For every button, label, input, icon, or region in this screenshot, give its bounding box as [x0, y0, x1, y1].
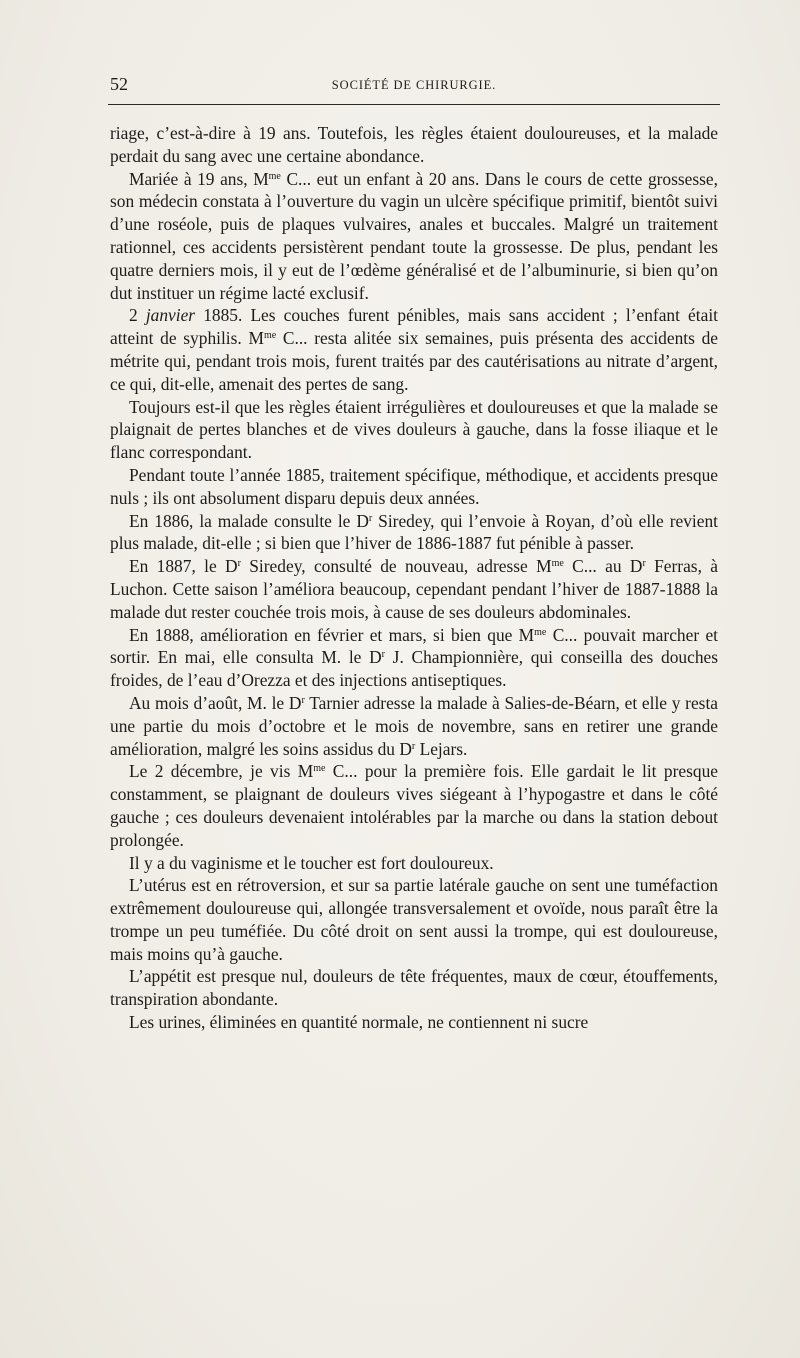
body-text	[110, 122, 718, 1034]
page-number: 52	[110, 74, 128, 94]
text-segment: Tarnier adresse la malade à Salies-de-Béarn, et elle y resta une partie du mois d’octobre et le mois de novembre, sans en retirer une grande amélioration, malgré les soins assidus du D	[110, 692, 718, 759]
text-segment: C... pouvait marcher et sortir. En mai, elle consulta M. le D	[110, 624, 718, 668]
superscript-abbrev: r	[642, 558, 646, 570]
text-segment: En 1888, amélioration en février et mars, si bien que M	[129, 624, 535, 645]
superscript-abbrev: me	[263, 330, 277, 342]
text-segment: Au mois d’août, M. le D	[129, 692, 302, 713]
paragraph	[110, 965, 718, 1011]
text-segment: 1885. Les couches furent pénibles, mais sans accident ; l’enfant était atteint de syphilis. M	[110, 305, 718, 349]
text-segment: Ferras, à Luchon. Cette saison l’améliora beaucoup, cependant pendant l’hiver de 1887-1888 la malade dut rester couchée trois mois, à cause de ses douleurs abdominales.	[110, 556, 718, 622]
text-segment: En 1886, la malade consulte le D	[129, 510, 369, 531]
superscript-abbrev: r	[381, 649, 385, 661]
text-segment: C... au D	[563, 556, 643, 577]
paragraph	[110, 874, 718, 965]
text-segment: 2	[129, 305, 146, 326]
text-segment: Siredey, consulté de nouveau, adresse M	[240, 556, 552, 577]
paragraph	[110, 510, 718, 556]
text-segment: C... resta alitée six semaines, puis présenta des accidents de métrite qui, pendant trois mois, furent traités par des cautérisations au nitrate d’argent, ce qui, dit-elle, amenait des pertes de sang.	[110, 328, 718, 394]
text-segment: riage, c’est-à-dire à 19 ans. Toutefois, les règles étaient douloureuses, et la malade perdait du sang avec une certaine abondance.	[110, 123, 718, 166]
text-segment: L’appétit est presque nul, douleurs de tête fréquentes, maux de cœur, étouffements, transpiration abondante.	[110, 966, 718, 1010]
paragraph	[110, 624, 718, 692]
paragraph	[110, 692, 718, 760]
italic-text: janvier	[145, 305, 196, 326]
text-segment: Siredey, qui l’envoie à Royan, d’où elle revient plus malade, dit-elle ; si bien que l’hiver de 1886-1887 fut pénible à passer.	[110, 510, 718, 554]
text-segment: Lejars.	[415, 738, 468, 759]
paragraph	[110, 122, 718, 168]
paragraph	[110, 396, 718, 464]
header-rule	[108, 104, 720, 105]
running-title: SOCIÉTÉ DE CHIRURGIE.	[331, 78, 497, 92]
text-segment: J. Championnière, qui conseilla des douches froides, de l’eau d’Orezza et des injections antiseptiques.	[110, 647, 718, 691]
text-segment: Il y a du vaginisme et le toucher est fort douloureux.	[129, 852, 494, 873]
superscript-abbrev: r	[411, 740, 416, 752]
paragraph	[110, 1011, 718, 1034]
text-segment: Toujours est-il que les règles étaient irrégulières et douloureuses et que la malade se plaignait de pertes blanches et de vives douleurs à gauche, dans la fosse iliaque et le flanc correspondant.	[110, 396, 718, 463]
superscript-abbrev: r	[237, 558, 241, 570]
text-segment: C... eut un enfant à 20 ans. Dans le cours de cette grossesse, son médecin constata à l’ouverture du vagin un ulcère spécifique primitif, bientôt suivi d’une roséole, puis de plaques vulvaires, anales et buccales. Malgré un traitement rationnel, ces accidents persistèrent pendant toute la grossesse. De plus, pendant les quatre derniers mois, il y eut de l’œdème généralisé et de l’albuminurie, si bien qu’on dut instituer un régime lacté exclusif.	[110, 168, 718, 303]
text-segment: L’utérus est en rétroversion, et sur sa partie latérale gauche on sent une tuméfaction extrêmement douloureuse qui, allongée transversalement et ovoïde, nous paraît être la trompe un peu tuméfiée. Du côté droit on sent aussi la trompe, qui est douloureuse, mais moins qu’à gauche.	[110, 875, 718, 964]
superscript-abbrev: r	[301, 694, 305, 706]
paragraph	[110, 555, 718, 623]
superscript-abbrev: me	[551, 558, 564, 570]
text-segment: Le 2 décembre, je vis M	[129, 761, 314, 782]
paragraph	[110, 852, 718, 875]
text-segment: En 1887, le D	[129, 556, 238, 577]
text-segment: Pendant toute l’année 1885, traitement spécifique, méthodique, et accidents presque nuls ; ils ont absolument disparu depuis deux années.	[110, 464, 718, 508]
superscript-abbrev: me	[313, 763, 326, 775]
paragraph	[110, 760, 718, 851]
text-segment: Les urines, éliminées en quantité normale, ne contiennent ni sucre	[129, 1012, 589, 1033]
paragraph	[110, 304, 718, 395]
superscript-abbrev: me	[268, 170, 281, 182]
paragraph	[110, 464, 718, 510]
superscript-abbrev: r	[368, 512, 373, 524]
text-segment: C... pour la première fois. Elle gardait le lit presque constamment, se plaignant de douleurs vives siégeant à l’hypogastre et dans le côté gauche ; ces douleurs devenaient intolérables par la marche ou dans la station debout prolongée.	[110, 761, 718, 850]
paragraph	[110, 168, 718, 305]
superscript-abbrev: me	[534, 626, 547, 638]
page-header	[108, 74, 720, 98]
text-segment: Mariée à 19 ans, M	[129, 168, 269, 189]
